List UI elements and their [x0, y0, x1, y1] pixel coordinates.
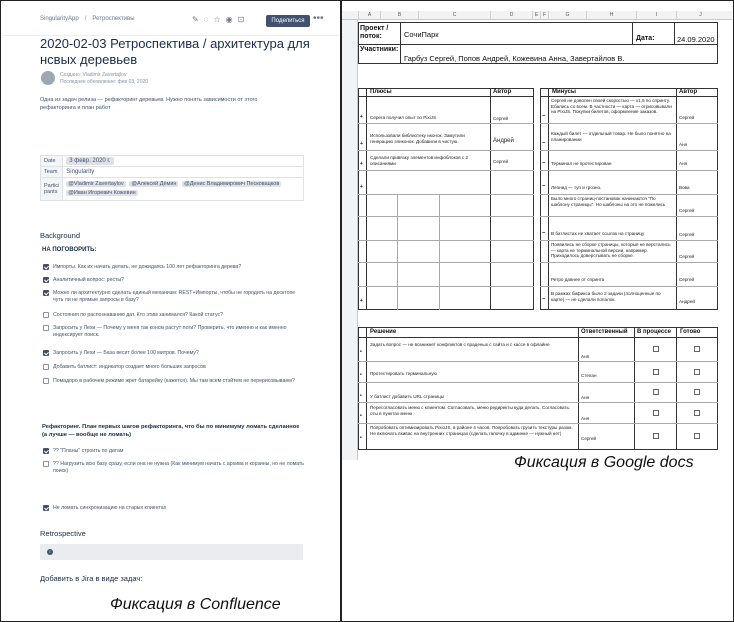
bullet: • — [360, 372, 362, 378]
task-checkbox[interactable] — [43, 364, 49, 370]
gridline — [540, 262, 718, 263]
gridline — [366, 327, 367, 450]
restrictions-icon[interactable]: ⊡ — [237, 15, 250, 24]
column-header[interactable]: A — [358, 11, 380, 20]
gridline — [540, 216, 718, 217]
task-text: Запросить у Лехи — База весит более 100 митров. Почему? — [53, 350, 199, 356]
task-text: Не ломать синхронизацию на старых клиентах — [53, 505, 167, 511]
done-checkbox[interactable] — [694, 369, 700, 375]
column-header[interactable]: J — [676, 11, 724, 20]
gridline — [548, 88, 549, 310]
breadcrumb-page[interactable]: Ретроспективы — [92, 16, 135, 22]
solution-header: Решение — [370, 329, 397, 335]
gridline — [674, 22, 675, 44]
column-header[interactable]: B — [380, 11, 418, 20]
in-progress-checkbox[interactable] — [653, 410, 659, 416]
page-meta-created: Создано: Vladimir Zavertajlov — [60, 72, 127, 78]
task-checkbox[interactable] — [43, 350, 49, 356]
gridline — [358, 337, 718, 338]
gridline — [540, 194, 718, 195]
gridline — [358, 240, 534, 241]
column-header[interactable]: G — [548, 11, 586, 20]
gridline — [540, 240, 718, 241]
gridline — [634, 327, 635, 450]
meta-table — [40, 155, 304, 201]
gridline — [366, 88, 367, 310]
plus-sign: + — [360, 114, 363, 120]
minus-author[interactable]: Сергей — [679, 254, 695, 259]
responsible-header: Ответственный — [581, 329, 628, 335]
in-progress-checkbox[interactable] — [653, 346, 659, 352]
column-header[interactable]: H — [586, 11, 636, 20]
gridline — [540, 170, 718, 171]
solution-responsible[interactable]: Сергей — [581, 436, 597, 441]
info-icon: i — [47, 549, 53, 555]
minus-sign: – — [542, 160, 546, 166]
task-checkbox[interactable] — [43, 378, 49, 384]
gridline — [676, 327, 677, 450]
task-checkbox[interactable] — [43, 505, 49, 511]
solution-responsible[interactable]: Аня — [581, 395, 590, 400]
task-text: Импорты. Как их начать делать, не дожидаясь 100 лет рефакторинга дерева? — [53, 264, 242, 270]
minus-sign: – — [542, 113, 546, 119]
user-mention[interactable]: @Vladimir Zavertaylov — [68, 181, 124, 187]
done-checkbox[interactable] — [694, 346, 700, 352]
minus-author[interactable]: Сергей — [679, 115, 695, 120]
task-checkbox[interactable] — [43, 325, 49, 331]
gridline — [578, 327, 579, 450]
date-value[interactable]: 3 февр. 2020 г. — [66, 157, 113, 165]
task-checkbox[interactable] — [43, 448, 49, 454]
gridline — [358, 423, 718, 424]
column-header[interactable]: D — [490, 11, 532, 20]
page-meta-updated: Последнее обновление: фев 03, 2020 — [60, 79, 149, 85]
edit-icon[interactable]: ✎ — [192, 15, 204, 24]
plus-text[interactable]: Использовали библиотеку иконок. Замутили генерацию эликонок. Добавили в чистую. — [370, 133, 465, 144]
task-text: ?? "Планы" строить по датам — [53, 448, 124, 454]
done-checkbox[interactable] — [694, 410, 700, 416]
solution-responsible[interactable]: Аня — [581, 416, 590, 421]
plus-author[interactable]: Сергей — [493, 116, 509, 121]
gridline — [397, 194, 398, 310]
minus-text[interactable]: Ретро давнее от спринта — [551, 277, 605, 282]
plus-header: Плюсы — [370, 89, 392, 95]
minus-author[interactable]: Андрей — [679, 299, 695, 304]
watch-icon[interactable]: ◉ — [225, 15, 238, 24]
gridline — [358, 96, 534, 97]
gridline — [358, 286, 534, 287]
gridline — [490, 88, 491, 310]
minus-sign: – — [542, 183, 546, 189]
plus-sign: + — [360, 161, 363, 167]
gridline — [676, 88, 677, 310]
in-progress-checkbox[interactable] — [653, 389, 659, 395]
gridline — [358, 123, 534, 124]
refactor-heading: Рефакторинг. План первых шагов рефакторинга, что бы по минимуму ломать сделанное (а лучше — вообще не ломать) — [42, 424, 300, 438]
minus-text[interactable]: В рамках бификса было 2 задачи (полноценные по карте) — не сделали попалок. — [551, 291, 661, 302]
minus-text[interactable]: Сергей не доволен своей скоростью — x1,5 по спринту. Ебались со всем. В частности — карта — отрисовывали на PixiJS. Покупки билетов, оформление заказов. — [551, 98, 672, 115]
gridline — [540, 123, 718, 124]
info-panel — [40, 544, 303, 560]
date-label: Дата: — [636, 35, 655, 42]
solution-text[interactable]: Попробовать оптимизировать PixioJS, в районе 4 часов. Попробовать грузить текстуры разом. Не включать вкивас на внутренних страницах (сделать гапочку в админке — нужный нет) — [370, 425, 573, 436]
bullet: • — [360, 349, 362, 355]
minus-author[interactable]: Вова — [679, 185, 690, 190]
plus-author[interactable]: Сергей — [493, 159, 509, 164]
minus-author[interactable]: Сергей — [679, 277, 695, 282]
date-cell — [63, 156, 304, 167]
minus-text[interactable]: В батлистах не хватает ссылок на страницу — [551, 231, 645, 236]
retrospective-heading: Retrospective — [40, 529, 86, 538]
date-label: Date — [41, 156, 63, 167]
column-header[interactable]: F — [540, 11, 548, 20]
participants-value[interactable]: Гарбуз Сергей, Попов Андрей, Кожевина Анна, Завертайлов В. — [404, 54, 625, 63]
solution-responsible[interactable]: Аня — [581, 354, 590, 359]
gridline — [358, 194, 534, 195]
breadcrumb — [40, 16, 141, 22]
project-label: Проект / поток: — [360, 25, 389, 40]
gridline — [358, 402, 718, 403]
task-checkbox[interactable] — [43, 290, 49, 296]
task-text: Добавить батлист: индикатор создает много больших запросов — [53, 364, 206, 370]
task-text: Можно ли архитектурно сделать единый механизм: REST+Импорты, чтобы не городить на десктопе чуть ли не прямые запросы в базу? — [53, 290, 296, 303]
in-progress-header: В процессе — [637, 329, 671, 335]
minus-sign: – — [542, 296, 546, 302]
task-text: Помадоро в рабочем режиме жрет батарейку (кажется). Мы там всем стэйтем не перерисовываем? — [53, 378, 295, 384]
gridline — [358, 150, 534, 151]
confluence-panel — [2, 2, 339, 620]
date-value[interactable]: 24.09.2020 — [677, 35, 715, 44]
gridline — [358, 361, 718, 362]
more-actions-button[interactable]: ••• — [313, 13, 324, 24]
gridline — [540, 286, 718, 287]
minus-author[interactable]: Сергей — [679, 232, 695, 237]
bullet: • — [360, 413, 362, 419]
minus-author[interactable]: Сергей — [679, 208, 695, 213]
gdocs-panel — [342, 2, 732, 620]
user-mention[interactable]: @Алексей Дёмин — [131, 181, 177, 187]
project-value[interactable]: СочиПарк — [404, 30, 439, 39]
breadcrumb-space[interactable]: SingularityApp — [40, 16, 79, 22]
user-mention[interactable]: @Денис Владимирович Песковацков — [184, 181, 280, 187]
team-label: Team — [41, 167, 63, 178]
minus-text[interactable]: Терминал не протестирован — [551, 161, 612, 166]
author-header: Автор — [493, 89, 512, 95]
task-text: Аналитичный вопрос: ресты? — [53, 277, 125, 283]
plus-sign: + — [360, 141, 363, 147]
gridline — [358, 170, 534, 171]
background-heading: Background — [40, 231, 81, 240]
confluence-topbar — [2, 2, 339, 36]
column-header[interactable]: E — [532, 11, 540, 20]
gridline — [439, 194, 440, 310]
in-progress-checkbox[interactable] — [653, 433, 659, 439]
task-text: Запросить у Лехи — Почему у меня так консм растут логи? Проверить, что именно и как именно индексирует поиск. — [53, 325, 287, 338]
minus-text[interactable]: Леонид — туп и грозно. — [551, 185, 602, 190]
done-checkbox[interactable] — [694, 389, 700, 395]
team-value: Singularity — [63, 167, 304, 178]
share-button[interactable]: Поделиться — [266, 15, 310, 27]
avatar[interactable] — [41, 71, 55, 85]
jira-heading: Добавить в Jira в виде задач: — [40, 574, 143, 583]
in-progress-checkbox[interactable] — [653, 369, 659, 375]
caption-gdocs: Фиксация в Google docs — [514, 454, 694, 471]
task-checkbox[interactable] — [43, 312, 49, 318]
bullet: • — [360, 393, 362, 399]
plus-sign: + — [360, 184, 363, 190]
gridline — [358, 382, 718, 383]
minus-text[interactable]: Каждый билет — отдельный товар. Не было понятно на планировании — [551, 131, 671, 142]
column-header-bar — [342, 11, 732, 20]
task-text: Состояния по распознаванию дат. Кто этим занимался? Какой статус? — [53, 312, 223, 318]
gridline — [540, 96, 718, 97]
gridline — [400, 22, 401, 64]
task-text: ?? Нагрузить всю базу сразу, если она не нужна (Как минимум начать с архива и корзины, но не ломать поиск) — [53, 461, 305, 474]
minus-header: Минусы — [552, 89, 576, 95]
caption-confluence: Фиксация в Confluence — [110, 596, 281, 613]
task-checkbox[interactable] — [43, 461, 49, 467]
plus-author[interactable]: Андрей — [493, 138, 514, 144]
gridline — [540, 150, 718, 151]
minus-author[interactable]: Аня — [679, 142, 688, 147]
bullet: • — [360, 435, 362, 441]
column-header[interactable]: I — [636, 11, 676, 20]
minus-sign: – — [542, 140, 546, 146]
plus-text[interactable]: Сделали привязку элементов инфоблоков с 2 описаниями — [370, 155, 469, 166]
breadcrumb-separator: / — [84, 16, 87, 22]
solution-text[interactable]: Протестировать терминальную — [370, 371, 437, 376]
solution-text[interactable]: Задать вопрос — не возникнет конфликтов с праденых с сайта и с кассе в офлайне — [370, 342, 550, 347]
user-mention[interactable]: @Иван Игоревич Кожевин — [68, 190, 136, 196]
participants-label: Участники: — [360, 46, 399, 53]
solution-text[interactable]: Пересогласовать меню с клиентом. Согласовать, меню редиректы куда делать. Согласовать: оты в пунктах меню — [370, 405, 571, 416]
column-header[interactable]: C — [418, 11, 490, 20]
plus-sign: + — [360, 298, 363, 304]
intro-text: Одна из задач релиза — рефакторинг деревьев. Нужно понять зависимости от этого рефакторинга и план работ — [40, 97, 258, 111]
gridline — [632, 22, 633, 44]
solution-text[interactable]: У батлист добавить URL страницы — [370, 394, 445, 399]
minus-text[interactable]: Появились не сборке страницы, которые не верстались — карта не терминальной версии, например. Приходилось доверстывать не сборке. — [551, 242, 671, 259]
participants-label: Partici pants — [41, 178, 63, 201]
star-icon[interactable]: ☆ — [213, 15, 226, 24]
gridline — [358, 44, 718, 45]
plus-text[interactable]: Серега получил опыт по PixiJS — [370, 115, 437, 120]
minus-text[interactable]: Было много страниц-постановок начинаются "По шаблону страницы". Но шаблоны на это не пожелись — [551, 196, 666, 207]
minus-sign: – — [542, 230, 546, 236]
gridline — [358, 216, 534, 217]
author-header: Автор — [679, 89, 698, 95]
done-checkbox[interactable] — [694, 433, 700, 439]
talk-heading: НА ПОГОВОРИТЬ: — [42, 247, 97, 253]
gridline — [358, 262, 534, 263]
minus-author[interactable]: Аня — [679, 161, 688, 166]
task-checkbox[interactable] — [43, 264, 49, 270]
done-header: Готово — [680, 329, 701, 335]
page-title: 2020-02-03 Ретроспектива / архитектура для нсвых деревьев — [40, 36, 310, 67]
solution-responsible[interactable]: Степан — [581, 373, 597, 378]
task-checkbox[interactable] — [43, 277, 49, 283]
comment-icon[interactable]: ◌ — [203, 15, 214, 24]
toolbar-icons — [192, 15, 249, 24]
participants-cell — [63, 178, 304, 201]
row-header-bar — [342, 20, 358, 460]
